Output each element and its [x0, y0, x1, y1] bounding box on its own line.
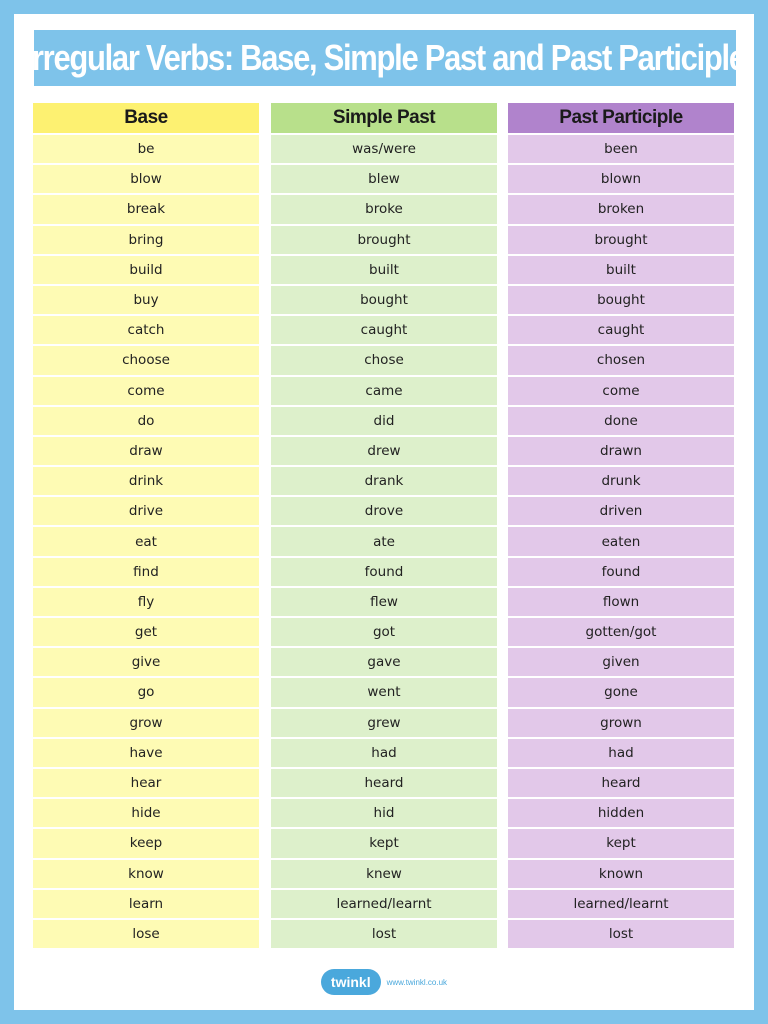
- base-verb-cell: learn: [33, 890, 259, 918]
- simple-past-cell: did: [271, 407, 497, 435]
- simple-past-cell: chose: [271, 346, 497, 374]
- past-participle-cell: broken: [508, 195, 734, 223]
- base-verb-cell: hear: [33, 769, 259, 797]
- base-verb-cell: find: [33, 558, 259, 586]
- past-participle-cell: given: [508, 648, 734, 676]
- past-participle-cell: had: [508, 739, 734, 767]
- title-banner: [24, 30, 746, 86]
- simple-past-cell: was/were: [271, 135, 497, 163]
- base-verb-cell: have: [33, 739, 259, 767]
- twinkl-logo[interactable]: twinkl: [321, 969, 381, 995]
- website-url[interactable]: www.twinkl.co.uk: [386, 977, 448, 987]
- base-verb-cell: keep: [33, 829, 259, 857]
- past-participle-cell: drunk: [508, 467, 734, 495]
- simple-past-cell: learned/learnt: [271, 890, 497, 918]
- simple-past-cell: bought: [271, 286, 497, 314]
- base-verb-cell: hide: [33, 799, 259, 827]
- base-verb-cell: drive: [33, 497, 259, 525]
- past-participle-cell: found: [508, 558, 734, 586]
- simple-past-cell: drew: [271, 437, 497, 465]
- base-verb-cell: go: [33, 678, 259, 706]
- base-cells: [33, 135, 259, 948]
- base-verb-cell: be: [33, 135, 259, 163]
- footer: [14, 964, 754, 1000]
- simple-past-cell: had: [271, 739, 497, 767]
- base-verb-cell: come: [33, 377, 259, 405]
- simple-past-cell: lost: [271, 920, 497, 948]
- base-verb-cell: give: [33, 648, 259, 676]
- worksheet: [14, 14, 754, 1010]
- simple-past-column: [271, 103, 497, 950]
- past-participle-cell: been: [508, 135, 734, 163]
- base-verb-cell: blow: [33, 165, 259, 193]
- simple-past-cell: heard: [271, 769, 497, 797]
- base-verb-cell: lose: [33, 920, 259, 948]
- base-verb-cell: drink: [33, 467, 259, 495]
- simple-past-cell: drove: [271, 497, 497, 525]
- simple-past-cell: drank: [271, 467, 497, 495]
- base-column: [33, 103, 259, 950]
- simple-past-column-header: Simple Past: [271, 103, 497, 133]
- past-participle-cell: gotten/got: [508, 618, 734, 646]
- simple-past-cell: found: [271, 558, 497, 586]
- past-participle-cell: learned/learnt: [508, 890, 734, 918]
- past-participle-cell: kept: [508, 829, 734, 857]
- base-verb-cell: choose: [33, 346, 259, 374]
- past-participle-cell: lost: [508, 920, 734, 948]
- base-verb-cell: build: [33, 256, 259, 284]
- base-verb-cell: get: [33, 618, 259, 646]
- base-verb-cell: bring: [33, 226, 259, 254]
- simple-past-cell: went: [271, 678, 497, 706]
- past-participle-cell: flown: [508, 588, 734, 616]
- past-participle-cell: known: [508, 860, 734, 888]
- past-participle-cell: drawn: [508, 437, 734, 465]
- base-verb-cell: know: [33, 860, 259, 888]
- simple-past-cell: hid: [271, 799, 497, 827]
- past-participle-cell: brought: [508, 226, 734, 254]
- simple-past-cell: blew: [271, 165, 497, 193]
- past-participle-cell: done: [508, 407, 734, 435]
- simple-past-cell: brought: [271, 226, 497, 254]
- simple-past-cell: gave: [271, 648, 497, 676]
- base-column-header: Base: [33, 103, 259, 133]
- past-participle-cells: [508, 135, 734, 948]
- base-verb-cell: buy: [33, 286, 259, 314]
- past-participle-cell: gone: [508, 678, 734, 706]
- past-participle-cell: driven: [508, 497, 734, 525]
- past-participle-cell: come: [508, 377, 734, 405]
- simple-past-cell: caught: [271, 316, 497, 344]
- past-participle-column: [508, 103, 734, 950]
- simple-past-cell: built: [271, 256, 497, 284]
- base-verb-cell: grow: [33, 709, 259, 737]
- past-participle-cell: caught: [508, 316, 734, 344]
- past-participle-cell: built: [508, 256, 734, 284]
- past-participle-cell: grown: [508, 709, 734, 737]
- page-title: Irregular Verbs: Base, Simple Past and Past Participle: [24, 37, 746, 78]
- simple-past-cell: got: [271, 618, 497, 646]
- base-verb-cell: draw: [33, 437, 259, 465]
- simple-past-cells: [271, 135, 497, 948]
- simple-past-cell: kept: [271, 829, 497, 857]
- past-participle-cell: hidden: [508, 799, 734, 827]
- simple-past-cell: ate: [271, 527, 497, 555]
- simple-past-cell: broke: [271, 195, 497, 223]
- base-verb-cell: eat: [33, 527, 259, 555]
- base-verb-cell: break: [33, 195, 259, 223]
- past-participle-cell: bought: [508, 286, 734, 314]
- past-participle-cell: heard: [508, 769, 734, 797]
- simple-past-cell: flew: [271, 588, 497, 616]
- base-verb-cell: catch: [33, 316, 259, 344]
- past-participle-cell: blown: [508, 165, 734, 193]
- base-verb-cell: do: [33, 407, 259, 435]
- simple-past-cell: came: [271, 377, 497, 405]
- base-verb-cell: fly: [33, 588, 259, 616]
- past-participle-cell: chosen: [508, 346, 734, 374]
- past-participle-column-header: Past Participle: [508, 103, 734, 133]
- simple-past-cell: knew: [271, 860, 497, 888]
- simple-past-cell: grew: [271, 709, 497, 737]
- past-participle-cell: eaten: [508, 527, 734, 555]
